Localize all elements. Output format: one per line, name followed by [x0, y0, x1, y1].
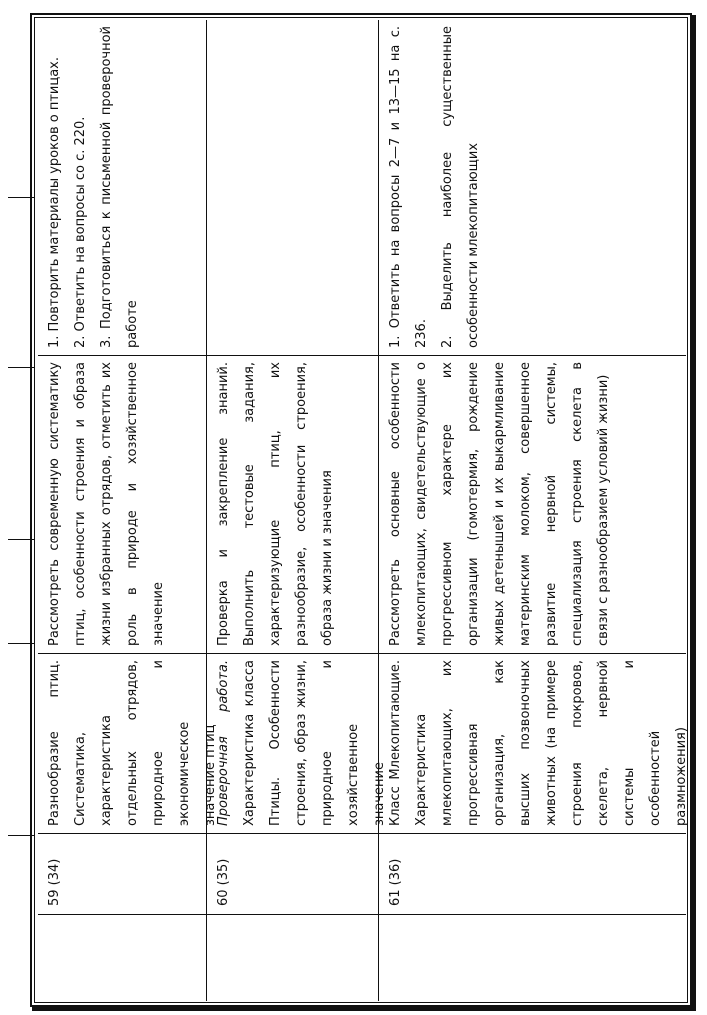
table-row [378, 20, 689, 1001]
lesson-plan-table-rotated [38, 20, 689, 1001]
lesson-number: 59 (34) [38, 834, 206, 915]
frame-shadow-right [692, 15, 696, 1009]
margin-tick [8, 539, 34, 540]
margin-tick [8, 367, 34, 368]
lesson-homework [38, 20, 206, 356]
lesson-homework [207, 20, 378, 356]
margin-tick [8, 643, 34, 644]
homework-item: 1. Повторить материалы уроков о птицах. [47, 57, 62, 348]
lesson-plan-table [38, 20, 689, 1001]
lesson-topic-italic: Проверочная работа. [216, 660, 231, 826]
homework-item: 2. Выделить наиболее существенные особенности млекопитающих [440, 26, 481, 348]
lesson-content: Рассмотреть современную систематику птиц, особенности строения и образа жизни избранных отрядов, отметить их роль в природе и хозяйственное значение [38, 356, 206, 654]
margin-tick [8, 197, 34, 198]
blank-cell [379, 915, 686, 1001]
homework-item: 2. Ответить на вопросы со с. 220. [73, 116, 88, 348]
lesson-homework [379, 20, 686, 356]
blank-cell [207, 915, 378, 1001]
lesson-content: Проверка и закрепление знаний. Выполнить тестовые задания, характеризующие птиц, их разнообразие, особенности строения, образа жизни и значения [207, 356, 378, 654]
lesson-number: 61 (36) [379, 834, 686, 915]
blank-cell [38, 915, 206, 1001]
homework-item: 1. Ответить на вопросы 2—7 и 13—15 на с. 236. [388, 26, 429, 348]
lesson-topic [207, 654, 387, 834]
lesson-number: 60 (35) [207, 834, 378, 915]
table-row [38, 20, 218, 1001]
lesson-topic: Класс Млекопитающие. Характеристика млекопитающих, их прогрессивная организация, как высших позвоночных животных (на примере строения покровов, скелета, нервной системы и особенностей размножения) [379, 654, 686, 834]
frame-shadow-bottom [32, 1007, 696, 1011]
lesson-topic: Разнообразие птиц. Систематика, характеристика отдельных отрядов, природное и экономическое значение птиц [38, 654, 206, 834]
lesson-content: Рассмотреть основные особенности млекопитающих, свидетельствующие о прогрессивном характере их организации (гомотермия, рождение живых детенышей и их выкармливание материнским молоком, совершенное развитие нервной системы, специализация строения скелета в связи с разнообразием условий жизни) [379, 356, 686, 654]
lesson-topic-text: Характеристика класса Птицы. Особенности строения, образ жизни, природное и хозяйственное значение [242, 660, 387, 826]
homework-item: 3. Подготовиться к письменной проверочной работе [99, 26, 140, 348]
table-row [206, 20, 387, 1001]
margin-tick [8, 835, 34, 836]
